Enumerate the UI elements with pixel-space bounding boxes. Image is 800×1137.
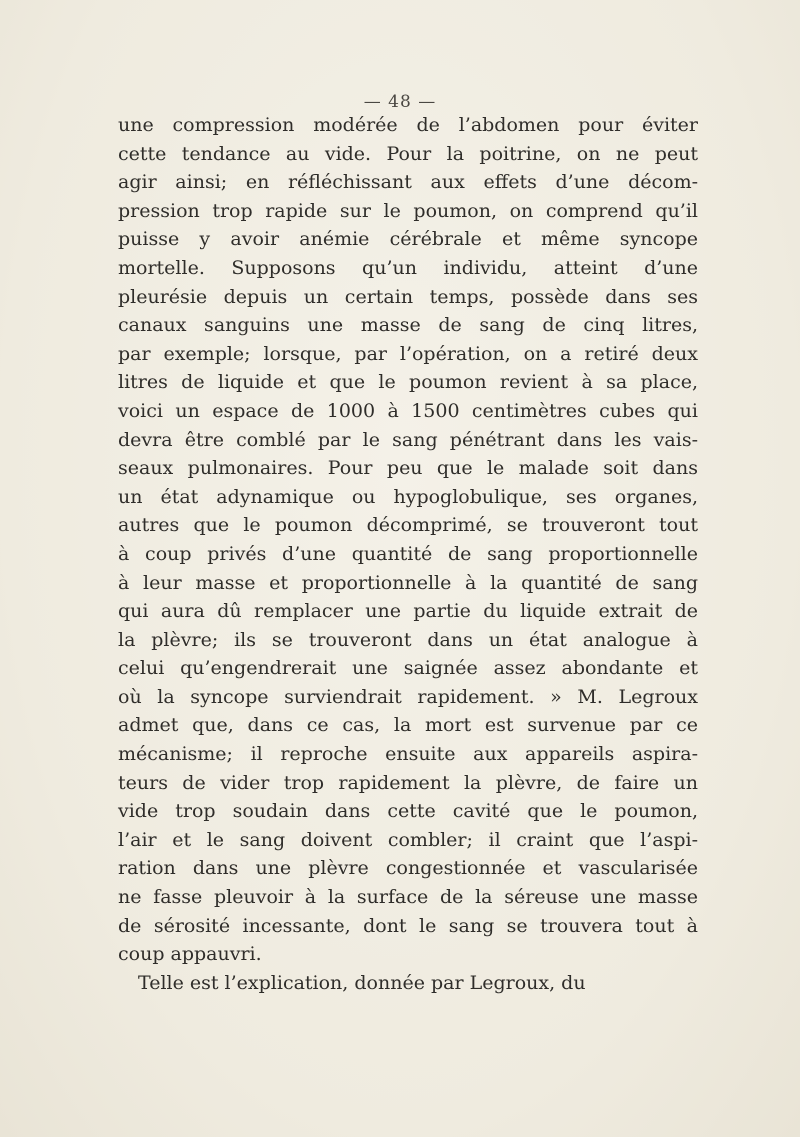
text-line: admet que, dans ce cas, la mort est survenue par ce [118,714,698,737]
text-line: devra être comblé par le sang pénétrant dans les vais- [118,428,698,451]
text-line: un état adynamique ou hypoglobulique, ses organes, [118,485,698,508]
text-line: pleurésie depuis un certain temps, possède dans ses [118,285,698,308]
text-line: où la syncope surviendrait rapidement. » M. Legroux [118,685,698,708]
text-line: vide trop soudain dans cette cavité que le poumon, [118,800,698,823]
text-line: autres que le poumon décomprimé, se trouveront tout [118,514,698,537]
text-line: pression trop rapide sur le poumon, on comprend qu’il [118,199,698,222]
text-line: litres de liquide et que le poumon revient à sa place, [118,371,698,394]
text-line: de sérosité incessante, dont le sang se trouvera tout à [118,914,698,937]
text-line: voici un espace de 1000 à 1500 centimètres cubes qui [118,399,698,422]
text-line: une compression modérée de l’abdomen pour éviter [118,114,698,136]
text-line: mécanisme; il reproche ensuite aux appareils aspira- [118,743,698,766]
text-line: celui qu’engendrerait une saignée assez abondante et [118,657,698,680]
text-line: l’air et le sang doivent combler; il craint que l’aspi- [118,828,698,851]
text-line: ration dans une plèvre congestionnée et vascularisée [118,857,698,880]
page-number: — 48 — [363,92,437,112]
body-text [118,111,698,997]
text-line: coup appauvri. [118,943,262,966]
text-line: qui aura dû remplacer une partie du liquide extrait de [118,600,698,623]
text-line: à leur masse et proportionnelle à la quantité de sang [118,571,698,594]
text-line: cette tendance au vide. Pour la poitrine, on ne peut [118,142,698,165]
text-line: mortelle. Supposons qu’un individu, atteint d’une [118,256,698,279]
text-line: puisse y avoir anémie cérébrale et même syncope [118,228,698,251]
text-line: la plèvre; ils se trouveront dans un état analogue à [118,628,698,651]
text-line: teurs de vider trop rapidement la plèvre, de faire un [118,771,698,794]
text-line: par exemple; lorsque, par l’opération, on a retiré deux [118,342,698,365]
text-line: à coup privés d’une quantité de sang proportionnelle [118,542,698,565]
text-line: agir ainsi; en réfléchissant aux effets d’une décom- [118,171,698,194]
text-line: canaux sanguins une masse de sang de cinq litres, [118,314,698,337]
text-line: ne fasse pleuvoir à la surface de la séreuse une masse [118,886,698,909]
text-line: Telle est l’explication, donnée par Legroux, du [138,971,586,994]
text-line: seaux pulmonaires. Pour peu que le malade soit dans [118,457,698,480]
